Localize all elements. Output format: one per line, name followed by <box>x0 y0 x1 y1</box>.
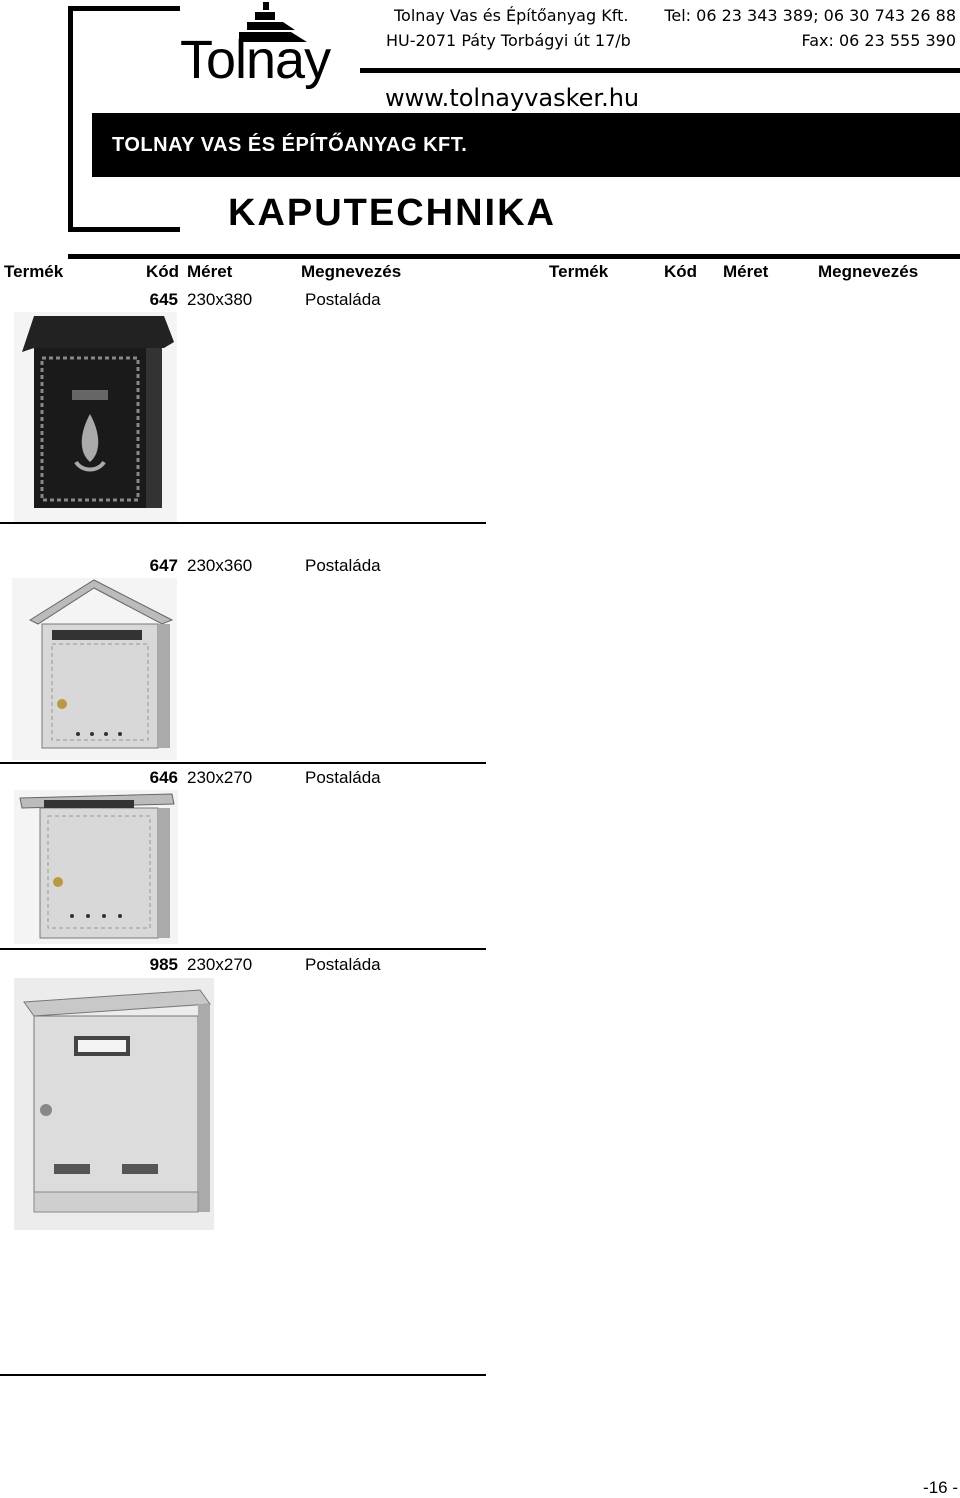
steel-gable-mailbox-image <box>12 578 177 760</box>
col-header-code-right: Kód <box>664 262 698 281</box>
company-tel: Tel: 06 23 343 389; 06 30 743 26 88 <box>664 6 956 25</box>
col-header-product-right: Termék <box>549 262 609 281</box>
product-code: 647 <box>149 556 178 575</box>
product-size: 230x270 <box>187 768 253 787</box>
product-code: 985 <box>149 955 178 974</box>
col-header-name: Megnevezés <box>301 262 402 281</box>
col-header-product: Termék <box>4 262 64 281</box>
header-divider <box>68 254 960 259</box>
product-size: 230x380 <box>187 290 253 309</box>
company-fax: Fax: 06 23 555 390 <box>801 31 956 50</box>
category-title: KAPUTECHNIKA <box>228 192 556 234</box>
page-number: -16 - <box>923 1478 958 1497</box>
company-address: HU-2071 Páty Torbágyi út 17/b <box>386 31 631 50</box>
row-divider <box>0 522 486 524</box>
company-banner-text: TOLNAY VAS ÉS ÉPÍTŐANYAG KFT. <box>112 134 468 156</box>
company-name-line: Tolnay Vas és Építőanyag Kft. <box>394 6 629 25</box>
col-header-name-right: Megnevezés <box>818 262 919 281</box>
row-divider <box>0 1374 486 1376</box>
website-link[interactable]: www.tolnayvasker.hu <box>385 84 640 112</box>
col-header-code: Kód <box>146 262 180 281</box>
steel-flat-mailbox-image <box>14 790 178 944</box>
row-divider <box>0 762 486 764</box>
logo-text: Tolnay <box>180 30 331 90</box>
product-code: 646 <box>149 768 178 787</box>
header-rule <box>360 68 960 73</box>
product-code: 645 <box>149 290 178 309</box>
black-mailbox-image <box>14 312 177 522</box>
col-header-size: Méret <box>187 262 233 281</box>
row-divider <box>0 948 486 950</box>
product-name: Postaláda <box>305 955 381 974</box>
product-size: 230x360 <box>187 556 253 575</box>
product-name: Postaláda <box>305 768 381 787</box>
product-name: Postaláda <box>305 290 381 309</box>
product-size: 230x270 <box>187 955 253 974</box>
steel-plain-mailbox-image <box>14 978 214 1230</box>
product-name: Postaláda <box>305 556 381 575</box>
col-header-size-right: Méret <box>723 262 769 281</box>
